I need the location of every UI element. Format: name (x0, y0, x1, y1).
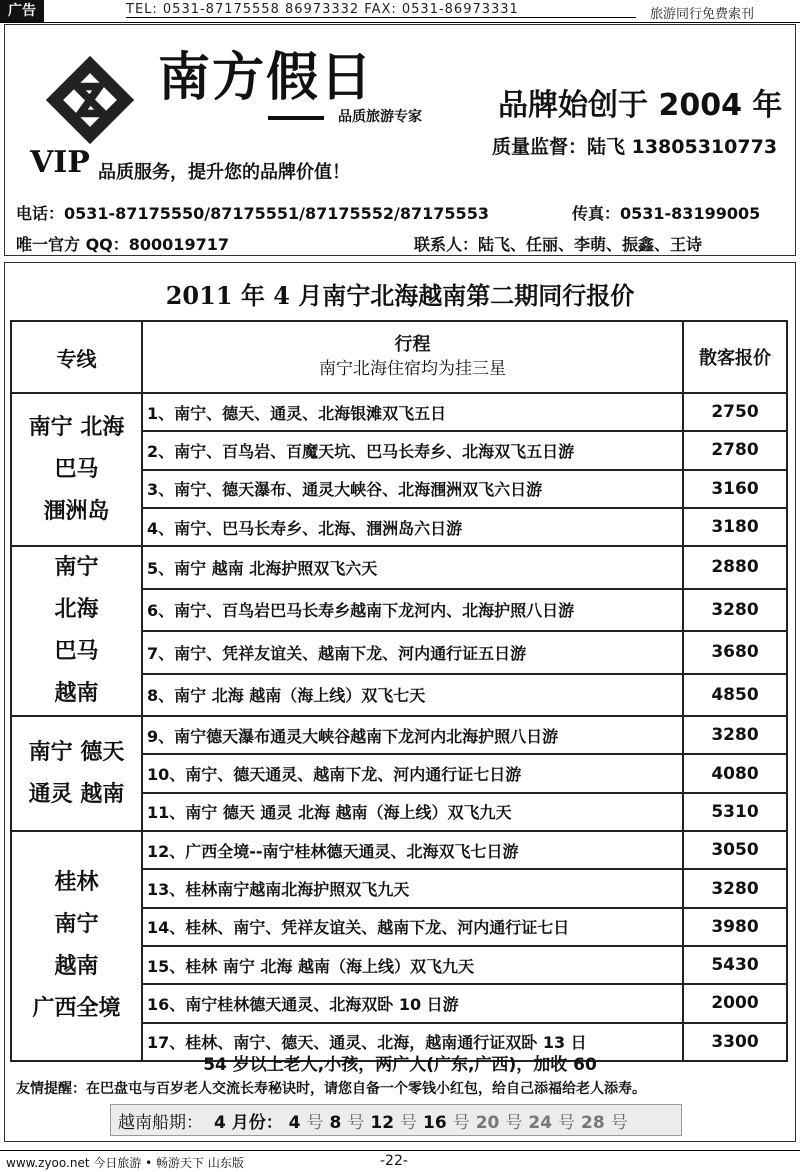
line-name: 巴马 (54, 456, 99, 482)
header-price: 散客报价 (683, 321, 787, 393)
reminder-note: 友情提醒：在巴盘屯与百岁老人交流长寿秘诀时，请您自备一个零钱小红包，给自己添福给老人添寿。 (16, 1081, 646, 1097)
price-cell: 3280 (683, 589, 787, 632)
ship-day-unit: 号 (558, 1113, 576, 1133)
ship-day-unit: 号 (347, 1113, 365, 1133)
ship-day-unit: 号 (505, 1113, 523, 1133)
price-cell: 4080 (683, 754, 787, 792)
brand-slogan: 品质旅游专家 (338, 109, 422, 125)
ship-day-unit: 号 (452, 1113, 470, 1133)
table-row (11, 546, 787, 589)
route-cell: 10、南宁、德天通灵、越南下龙、河内通行证七日游 (142, 754, 683, 792)
page-number: -22- (380, 1153, 408, 1169)
brand-logo-icon (42, 52, 138, 148)
ship-day: 8 (329, 1113, 342, 1133)
fax-number: 传真：0531-83199005 (572, 204, 761, 223)
ship-day: 4 (288, 1113, 301, 1133)
ship-day-unit: 号 (610, 1113, 628, 1133)
line-name: 南宁 德天 (28, 739, 125, 765)
ship-day: 12 (370, 1113, 395, 1133)
header-route (142, 321, 683, 393)
divider (0, 1150, 800, 1151)
ship-day: 16 (423, 1113, 447, 1133)
publication-name: 旅游同行免费索刊 (650, 7, 755, 22)
route-cell: 11、南宁 德天 通灵 北海 越南（海上线）双飞九天 (142, 793, 683, 831)
vip-slogan: 品质服务，提升您的品牌价值！ (98, 162, 350, 183)
route-cell: 13、桂林南宁越南北海护照双飞九天 (142, 869, 683, 907)
price-cell: 3050 (683, 831, 787, 869)
route-cell: 9、南宁德天瀑布通灵大峡谷越南下龙河内北海护照八日游 (142, 716, 683, 754)
header-route-title: 行程 (394, 334, 431, 355)
price-cell: 2780 (683, 431, 787, 469)
route-cell: 5、南宁 越南 北海护照双飞六天 (142, 546, 683, 589)
price-cell: 2000 (683, 984, 787, 1022)
table-row (11, 831, 787, 869)
header-route-note: 南宁北海住宿均为挂三星 (319, 359, 506, 379)
route-cell: 17、桂林、南宁、德天、通灵、北海，越南通行证双卧 13 日 (142, 1023, 683, 1061)
price-cell: 3280 (683, 869, 787, 907)
price-cell: 2750 (683, 393, 787, 431)
route-cell: 6、南宁、百鸟岩巴马长寿乡越南下龙河内、北海护照八日游 (142, 589, 683, 632)
line-name: 桂林 (54, 869, 99, 895)
surcharge-note: 54 岁以上老人,小孩，两广人(广东,广西)，加收 60 (203, 1055, 597, 1075)
price-table-body (11, 393, 787, 1061)
line-name: 涠洲岛 (43, 498, 110, 524)
route-cell: 3、南宁、德天瀑布、通灵大峡谷、北海涠洲双飞六日游 (142, 470, 683, 508)
line-group-cell (11, 393, 142, 546)
line-name: 广西全境 (32, 995, 121, 1021)
qq-number: 唯一官方 QQ：800019717 (16, 235, 229, 254)
footer-site: www.zyoo.net 今日旅游 • 畅游天下 山东版 (6, 1156, 244, 1170)
route-cell: 1、南宁、德天、通灵、北海银滩双飞五日 (142, 393, 683, 431)
line-name: 越南 (54, 953, 99, 979)
brand-name: 南方假日 (158, 47, 375, 108)
table-row (11, 716, 787, 754)
price-cell: 4850 (683, 674, 787, 717)
table-header-row (11, 321, 787, 393)
divider (126, 17, 636, 18)
price-table (10, 320, 788, 1062)
page-title: 2011 年 4 月南宁北海越南第二期同行报价 (165, 281, 635, 310)
price-cell: 3680 (683, 631, 787, 674)
line-group-cell (11, 831, 142, 1061)
price-cell: 3280 (683, 716, 787, 754)
ship-days (289, 1113, 634, 1133)
route-cell: 2、南宁、百鸟岩、百魔天坑、巴马长寿乡、北海双飞五日游 (142, 431, 683, 469)
price-cell: 2880 (683, 546, 787, 589)
route-cell: 16、南宁桂林德天通灵、北海双卧 10 日游 (142, 984, 683, 1022)
price-cell: 3300 (683, 1023, 787, 1061)
ship-day-unit: 号 (306, 1113, 324, 1133)
route-cell: 12、广西全境--南宁桂林德天通灵、北海双飞七日游 (142, 831, 683, 869)
quality-supervisor: 质量监督：陆飞 13805310773 (492, 136, 778, 158)
phone-numbers: 电话：0531-87175550/87175551/87175552/87175553 (16, 204, 489, 223)
ship-schedule-label: 越南船期： (118, 1113, 203, 1133)
line-name: 南宁 北海 (28, 414, 125, 440)
table-row (11, 393, 787, 431)
line-name: 越南 (54, 681, 99, 707)
route-cell: 14、桂林、南宁、凭祥友谊关、越南下龙、河内通行证七日 (142, 908, 683, 946)
line-group-cell (11, 546, 142, 716)
divider (268, 116, 324, 120)
price-cell: 3160 (683, 470, 787, 508)
route-cell: 8、南宁 北海 越南（海上线）双飞七天 (142, 674, 683, 717)
brand-since: 品牌始创于 2004 年 (498, 88, 783, 123)
route-cell: 15、桂林 南宁 北海 越南（海上线）双飞九天 (142, 946, 683, 984)
price-cell: 5310 (683, 793, 787, 831)
ship-month: 4 月份： (214, 1113, 283, 1133)
route-cell: 7、南宁、凭祥友谊关、越南下龙、河内通行证五日游 (142, 631, 683, 674)
ship-schedule-dates (214, 1108, 634, 1133)
ship-day: 20 (475, 1113, 500, 1133)
vip-badge: VIP (30, 145, 90, 180)
contact-persons: 联系人：陆飞、任丽、李萌、振鑫、王诗 (414, 235, 703, 254)
header-line: 专线 (11, 321, 142, 393)
line-name: 南宁 (54, 911, 99, 937)
top-contact: TEL: 0531-87175558 86973332 FAX: 0531-86973331 (126, 2, 519, 17)
ship-day-unit: 号 (400, 1113, 418, 1133)
route-cell: 4、南宁、巴马长寿乡、北海、涠洲岛六日游 (142, 508, 683, 546)
price-cell: 3180 (683, 508, 787, 546)
line-group-cell (11, 716, 142, 831)
ad-label: 广告 (0, 0, 44, 22)
line-name: 北海 (54, 597, 99, 623)
line-name: 巴马 (54, 639, 99, 665)
line-name: 通灵 越南 (28, 781, 125, 807)
ship-day: 28 (581, 1113, 605, 1133)
line-name: 南宁 (54, 555, 99, 581)
price-cell: 3980 (683, 908, 787, 946)
ship-day: 24 (528, 1113, 553, 1133)
price-cell: 5430 (683, 946, 787, 984)
